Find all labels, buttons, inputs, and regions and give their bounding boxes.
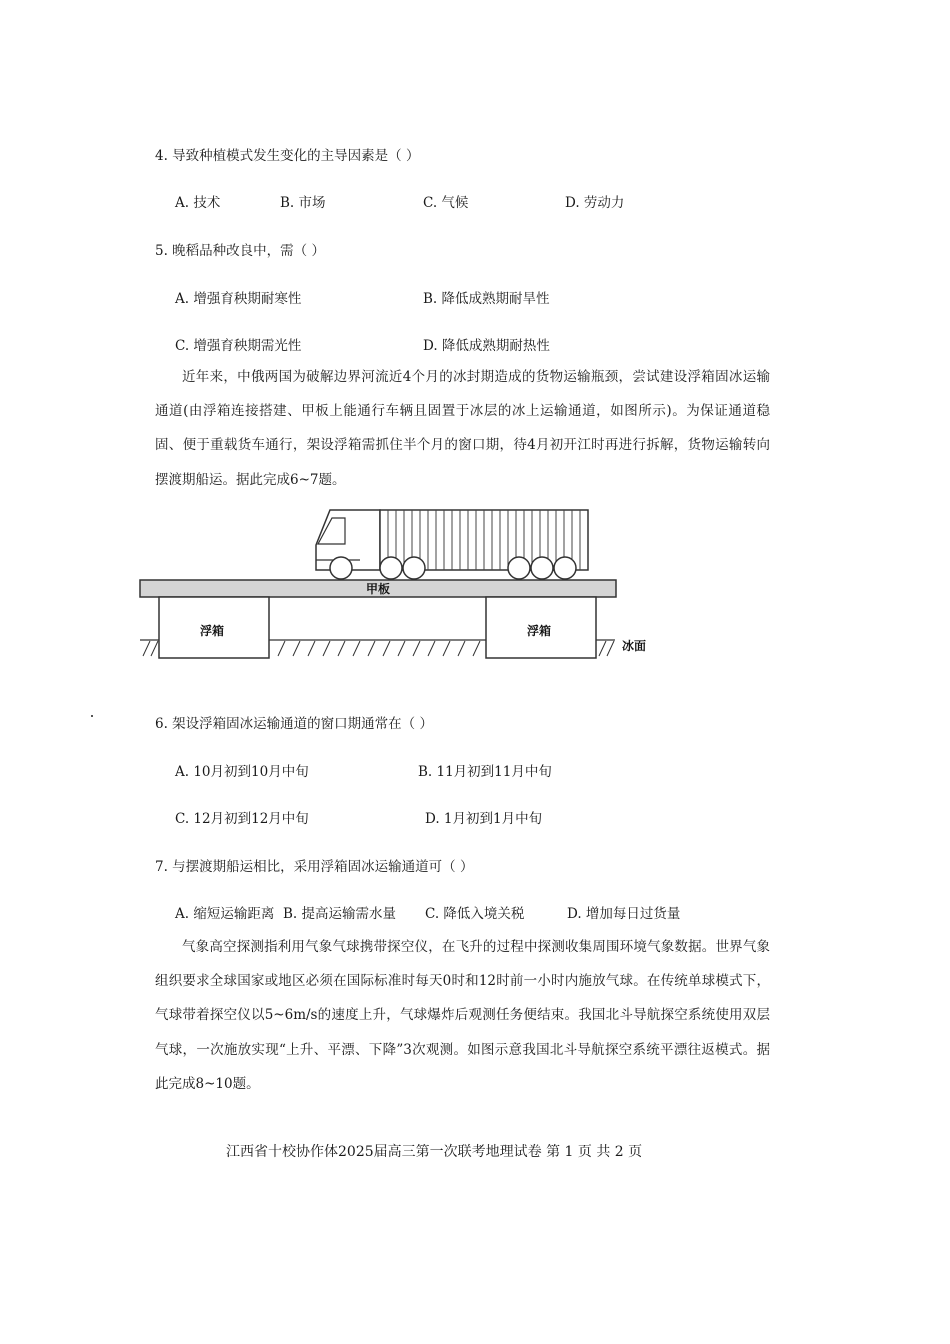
q5-option-a: A. 增强育秧期耐寒性 [175,291,302,307]
q6-stem: 6. 架设浮箱固冰运输通道的窗口期通常在（ ） [155,716,433,732]
q4-option-a: A. 技术 [175,195,221,211]
q4-option-b: B. 市场 [280,195,326,211]
q6-option-c: C. 12月初到12月中旬 [175,811,309,827]
stray-dot [91,715,93,717]
q5-option-c: C. 增强育秧期需光性 [175,338,302,354]
q6-option-d: D. 1月初到1月中旬 [425,811,543,827]
q7-option-a: A. 缩短运输距离 [175,906,275,922]
float-right-label: 浮箱 [526,624,552,638]
passage-pontoon: 近年来，中俄两国为破解边界河流近4个月的冰封期造成的货物运输瓶颈，尝试建设浮箱固冰运输通道(由浮箱连接搭建、甲板上能通行车辆且固置于冰层的冰上运输通道，如图所示)。为保证通道稳固、便于重载货车通行，架设浮箱需抓住半个月的窗口期，待4月初开江时再进行拆解，货物运输转向摆渡期船运。据此完成6~7题。 [155,369,770,488]
page-footer: 江西省十校协作体2025届高三第一次联考地理试卷 第 1 页 共 2 页 [226,1144,643,1160]
q6-option-b: B. 11月初到11月中旬 [418,764,552,780]
q4-option-d: D. 劳动力 [565,195,625,211]
q4-option-c: C. 气候 [423,195,469,211]
ice-label: 冰面 [622,639,647,653]
q5-stem: 5. 晚稻品种改良中，需（ ） [155,243,325,259]
q7-option-d: D. 增加每日过货量 [567,906,681,922]
q6-option-a: A. 10月初到10月中旬 [175,764,309,780]
q5-option-b: B. 降低成熟期耐旱性 [423,291,550,307]
deck-label: 甲板 [365,582,391,596]
q7-stem: 7. 与摆渡期船运相比，采用浮箱固冰运输通道可（ ） [155,859,474,875]
q4-stem: 4. 导致种植模式发生变化的主导因素是（ ） [155,148,420,164]
q5-option-d: D. 降低成熟期耐热性 [423,338,550,354]
float-left-label: 浮箱 [199,624,225,638]
passage-sounding: 气象高空探测指利用气象气球携带探空仪，在飞升的过程中探测收集周围环境气象数据。世界气象组织要求全球国家或地区必须在国际标准时每天0时和12时前一小时内施放气球。在传统单球模式下，气球带着探空仪以5~6m/s的速度上升，气球爆炸后观测任务便结束。我国北斗导航探空系统使用双层气球，一次施放实现“上升、平漂、下降”3次观测。如图示意我国北斗导航探空系统平漂往返模式。据此完成8~10题。 [155,939,770,1092]
q7-option-b: B. 提高运输需水量 [283,906,397,922]
pontoon-figure [0,500,950,675]
q7-option-c: C. 降低入境关税 [425,906,525,922]
